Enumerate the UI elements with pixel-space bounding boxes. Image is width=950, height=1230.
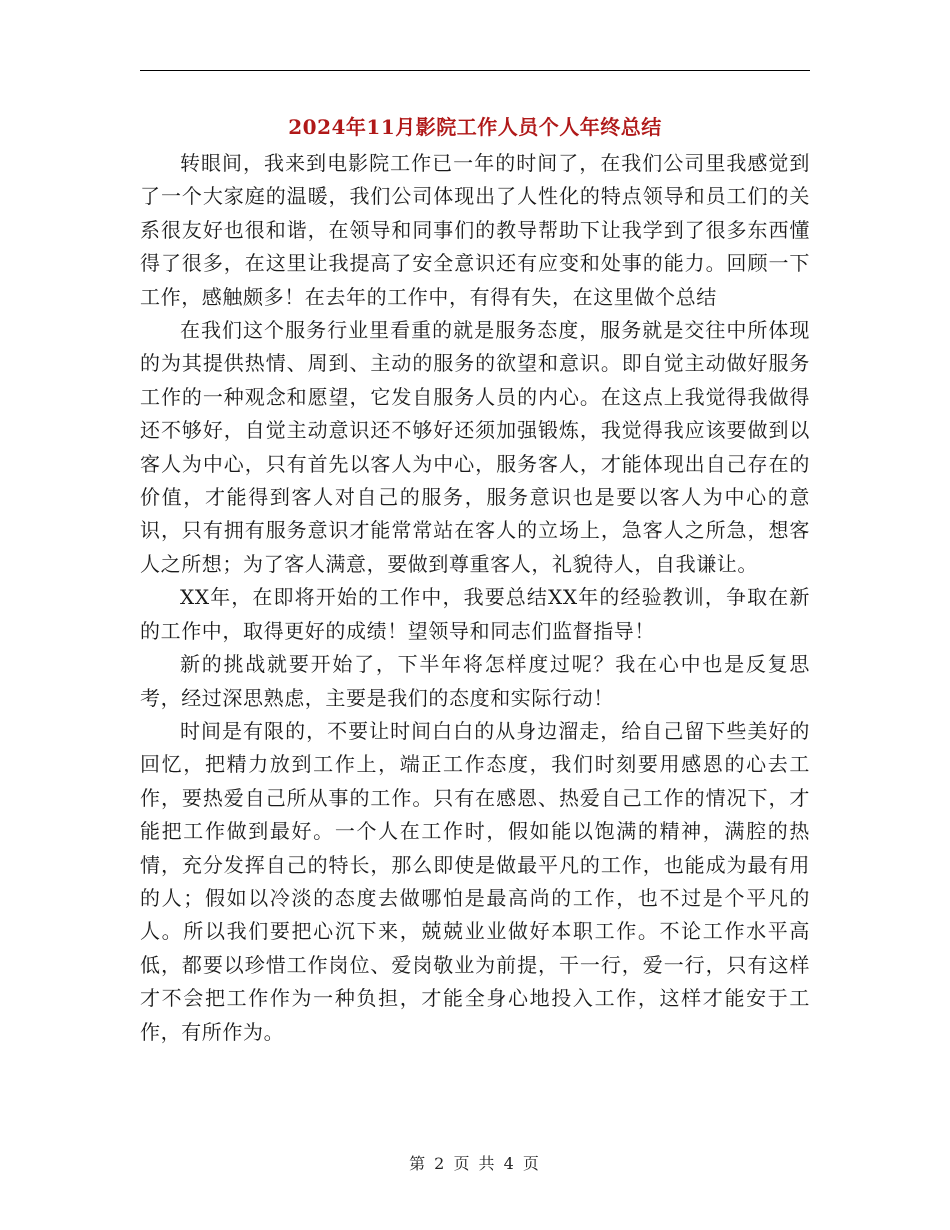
page-number-footer: 第 2 页 共 4 页 bbox=[409, 1154, 541, 1173]
document-body bbox=[140, 147, 810, 1049]
paragraph-new-challenge: 新的挑战就要开始了，下半年将怎样度过呢？我在心中也是反复思考，经过深思熟虑，主要是我们的态度和实际行动！ bbox=[140, 652, 810, 710]
paragraph-time-limited: 时间是有限的，不要让时间白白的从身边溜走，给自己留下些美好的回忆，把精力放到工作上，端正工作态度，我们时刻要用感恩的心去工作，要热爱自己所从事的工作。只有在感恩、热爱自己工作的情况下，才能把工作做到最好。一个人在工作时，假如能以饱满的精神，满腔的热情，充分发挥自己的特长，那么即使是做最平凡的工作，也能成为最有用的人；假如以冷淡的态度去做哪怕是最高尚的工作，也不过是个平凡的人。所以我们要把心沉下来，兢兢业业做好本职工作。不论工作水平高低，都要以珍惜工作岗位、爱岗敬业为前提，干一行，爱一行，只有这样才不会把工作作为一种负担，才能全身心地投入工作，这样才能安于工作，有所作为。 bbox=[140, 718, 810, 1044]
header-rule bbox=[140, 70, 810, 71]
document-title: 2024年11月影院工作人员个人年终总结 bbox=[288, 115, 662, 139]
paragraph-service-attitude: 在我们这个服务行业里看重的就是服务态度，服务就是交往中所体现的为其提供热情、周到、主动的服务的欲望和意识。即自觉主动做好服务工作的一种观念和愿望，它发自服务人员的内心。在这点上我觉得我做得还不够好，自觉主动意识还不够好还须加强锻炼，我觉得我应该要做到以客人为中心，只有首先以客人为中心，服务客人，才能体现出自己存在的价值，才能得到客人对自己的服务，服务意识也是要以客人为中心的意识，只有拥有服务意识才能常常站在客人的立场上，急客人之所急，想客人之所想；为了客人满意，要做到尊重客人，礼貌待人，自我谦让。 bbox=[140, 318, 810, 576]
paragraph-next-year: XX年，在即将开始的工作中，我要总结XX年的经验教训，争取在新的工作中，取得更好的成绩！望领导和同志们监督指导！ bbox=[140, 585, 810, 643]
paragraph-intro: 转眼间，我来到电影院工作已一年的时间了，在我们公司里我感觉到了一个大家庭的温暖，我们公司体现出了人性化的特点领导和员工们的关系很友好也很和谐，在领导和同事们的教导帮助下让我学到了很多东西懂得了很多，在这里让我提高了安全意识还有应变和处事的能力。回顾一下工作，感触颇多！在去年的工作中，有得有失，在这里做个总结 bbox=[140, 151, 810, 309]
